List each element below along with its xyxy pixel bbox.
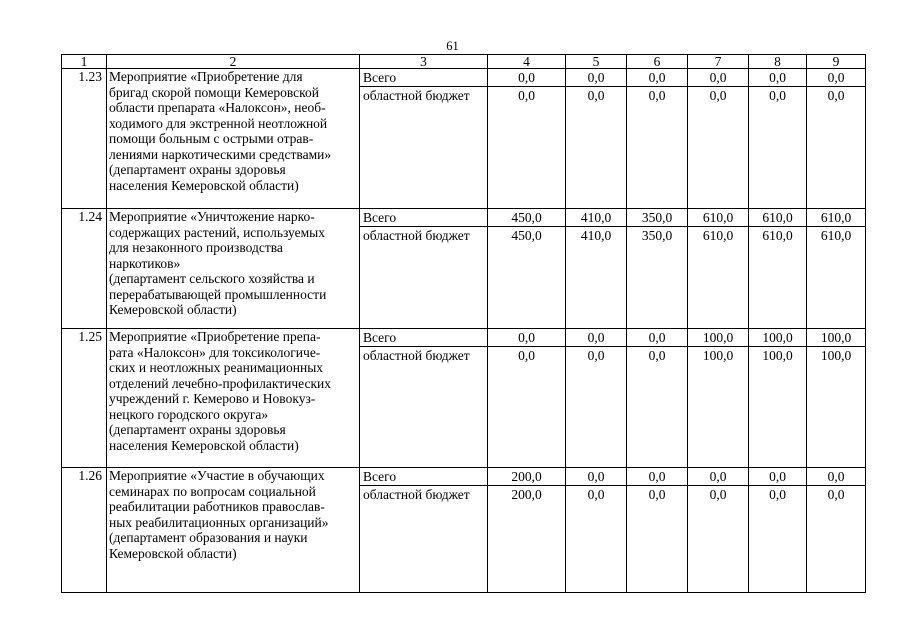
funding-source bbox=[360, 468, 488, 593]
column-header: 6 bbox=[627, 55, 688, 69]
description-line: (департамент охраны здоровья bbox=[109, 422, 286, 437]
amount-cell bbox=[488, 69, 566, 209]
description-line: Мероприятие «Уничтожение нарко- bbox=[109, 209, 315, 224]
table-row bbox=[62, 468, 866, 593]
value-regional-budget: 0,0 bbox=[769, 88, 786, 103]
description-line: Кемеровской области) bbox=[109, 545, 237, 561]
description-line: учреждений г. Кемерово и Новокуз- bbox=[109, 391, 316, 406]
description-line: ских и неотложных реанимационных bbox=[109, 360, 324, 375]
source-total: Всего bbox=[360, 209, 487, 227]
value-total: 410,0 bbox=[566, 209, 626, 227]
table-body bbox=[62, 55, 866, 593]
value-total: 0,0 bbox=[807, 69, 865, 87]
value-regional-budget: 0,0 bbox=[587, 88, 605, 103]
amount-cell bbox=[566, 209, 627, 329]
value-total: 0,0 bbox=[627, 69, 687, 87]
value-total: 0,0 bbox=[688, 468, 748, 486]
value-regional-budget: 100,0 bbox=[820, 348, 852, 363]
funding-source bbox=[360, 329, 488, 468]
value-total: 610,0 bbox=[807, 209, 865, 227]
value-regional-budget: 610,0 bbox=[820, 228, 852, 243]
value-regional-budget: 0,0 bbox=[518, 348, 535, 363]
row-number: 1.26 bbox=[62, 468, 107, 593]
value-total: 450,0 bbox=[488, 209, 565, 227]
amount-cell bbox=[566, 468, 627, 593]
value-total: 0,0 bbox=[807, 468, 865, 486]
value-total: 350,0 bbox=[627, 209, 687, 227]
row-number: 1.24 bbox=[62, 209, 107, 329]
source-regional-budget: областной бюджет bbox=[363, 487, 470, 502]
amount-cell bbox=[807, 329, 866, 468]
value-regional-budget: 610,0 bbox=[762, 228, 793, 243]
amount-cell bbox=[627, 468, 688, 593]
value-regional-budget: 450,0 bbox=[511, 228, 542, 243]
source-regional-budget: областной бюджет bbox=[363, 348, 470, 363]
value-regional-budget: 0,0 bbox=[518, 88, 535, 103]
description-line: Мероприятие «Приобретение препа- bbox=[109, 329, 321, 344]
description-line: наркотиков» bbox=[109, 255, 181, 271]
amount-cell bbox=[807, 468, 866, 593]
column-header: 2 bbox=[107, 55, 360, 69]
description-line: области препарата «Налоксон», необ- bbox=[109, 100, 326, 115]
value-total: 100,0 bbox=[688, 329, 748, 347]
measure-description bbox=[107, 329, 360, 468]
description-line: Кемеровской области) bbox=[109, 302, 237, 317]
amount-cell bbox=[807, 209, 866, 329]
source-total: Всего bbox=[360, 69, 487, 87]
value-regional-budget: 0,0 bbox=[587, 348, 605, 363]
column-header: 1 bbox=[62, 55, 107, 69]
description-line: населения Кемеровской области) bbox=[109, 177, 299, 193]
funding-source bbox=[360, 69, 488, 209]
description-line: ных реабилитационных организаций» bbox=[109, 514, 329, 530]
description-line: отделений лечебно-профилактических bbox=[109, 375, 332, 391]
amount-cell bbox=[488, 329, 566, 468]
amount-cell bbox=[688, 209, 749, 329]
amount-cell bbox=[749, 329, 807, 468]
amount-cell bbox=[566, 69, 627, 209]
description-line: населения Кемеровской области) bbox=[109, 437, 299, 453]
amount-cell bbox=[749, 209, 807, 329]
value-regional-budget: 100,0 bbox=[702, 348, 734, 363]
description-line: (департамент охраны здоровья bbox=[109, 162, 286, 177]
value-regional-budget: 0,0 bbox=[769, 487, 786, 502]
amount-cell bbox=[749, 69, 807, 209]
amount-cell bbox=[488, 209, 566, 329]
amount-cell bbox=[627, 69, 688, 209]
value-total: 200,0 bbox=[488, 468, 565, 486]
amount-cell bbox=[807, 69, 866, 209]
measure-description bbox=[107, 468, 360, 593]
measure-description bbox=[107, 69, 360, 209]
description-line: лениями наркотическими средствами» bbox=[109, 146, 332, 162]
table-row bbox=[62, 329, 866, 468]
value-total: 0,0 bbox=[488, 329, 565, 347]
amount-cell bbox=[488, 468, 566, 593]
amount-cell bbox=[688, 329, 749, 468]
measure-description bbox=[107, 209, 360, 329]
source-regional-budget: областной бюджет bbox=[363, 228, 470, 243]
description-line: нецкого городского округа» bbox=[109, 406, 269, 422]
value-regional-budget: 100,0 bbox=[762, 348, 793, 363]
value-regional-budget: 0,0 bbox=[827, 487, 845, 502]
column-header: 8 bbox=[749, 55, 807, 69]
amount-cell bbox=[688, 69, 749, 209]
description-line: Мероприятие «Участие в обучающих bbox=[109, 468, 325, 483]
source-total: Всего bbox=[360, 468, 487, 486]
description-line: реабилитации работников православ- bbox=[109, 499, 325, 514]
value-total: 0,0 bbox=[627, 468, 687, 486]
value-total: 0,0 bbox=[749, 69, 806, 87]
funding-source bbox=[360, 209, 488, 329]
column-header: 5 bbox=[566, 55, 627, 69]
value-total: 100,0 bbox=[749, 329, 806, 347]
value-regional-budget: 350,0 bbox=[641, 228, 673, 243]
value-total: 0,0 bbox=[688, 69, 748, 87]
row-number: 1.23 bbox=[62, 69, 107, 209]
description-line: для незаконного производства bbox=[109, 240, 283, 255]
description-line: семинарах по вопросам социальной bbox=[109, 483, 316, 499]
value-regional-budget: 0,0 bbox=[648, 88, 666, 103]
value-regional-budget: 0,0 bbox=[827, 88, 845, 103]
value-regional-budget: 0,0 bbox=[648, 348, 666, 363]
value-regional-budget: 0,0 bbox=[709, 487, 727, 502]
description-line: помощи больным с острыми отрав- bbox=[109, 131, 314, 146]
column-header: 9 bbox=[807, 55, 866, 69]
value-regional-budget: 0,0 bbox=[648, 487, 666, 502]
description-line: Мероприятие «Приобретение для bbox=[109, 69, 303, 84]
source-total: Всего bbox=[360, 329, 487, 347]
table-row bbox=[62, 69, 866, 209]
value-total: 0,0 bbox=[488, 69, 565, 87]
amount-cell bbox=[627, 209, 688, 329]
row-number: 1.25 bbox=[62, 329, 107, 468]
value-total: 0,0 bbox=[749, 468, 806, 486]
amount-cell bbox=[688, 468, 749, 593]
value-regional-budget: 0,0 bbox=[709, 88, 727, 103]
value-regional-budget: 0,0 bbox=[587, 487, 605, 502]
column-header: 7 bbox=[688, 55, 749, 69]
header-row bbox=[62, 55, 866, 69]
value-total: 0,0 bbox=[627, 329, 687, 347]
source-regional-budget: областной бюджет bbox=[363, 88, 470, 103]
value-total: 610,0 bbox=[688, 209, 748, 227]
description-line: рата «Налоксон» для токсикологиче- bbox=[109, 344, 321, 360]
amount-cell bbox=[627, 329, 688, 468]
value-total: 100,0 bbox=[807, 329, 865, 347]
description-line: (департамент сельского хозяйства и bbox=[109, 271, 315, 286]
amount-cell bbox=[749, 468, 807, 593]
value-regional-budget: 410,0 bbox=[580, 228, 612, 243]
measures-table bbox=[61, 54, 866, 593]
value-total: 0,0 bbox=[566, 329, 626, 347]
description-line: (департамент образования и науки bbox=[109, 530, 308, 545]
description-line: перерабатывающей промышленности bbox=[109, 286, 327, 302]
page-number: 61 bbox=[446, 39, 459, 53]
value-regional-budget: 200,0 bbox=[511, 487, 542, 502]
column-header: 3 bbox=[360, 55, 488, 69]
value-regional-budget: 610,0 bbox=[702, 228, 734, 243]
value-total: 610,0 bbox=[749, 209, 806, 227]
description-line: содержащих растений, используемых bbox=[109, 224, 325, 240]
table-row bbox=[62, 209, 866, 329]
description-line: ходимого для экстренной неотложной bbox=[109, 115, 328, 131]
value-total: 0,0 bbox=[566, 69, 626, 87]
column-header: 4 bbox=[488, 55, 566, 69]
description-line: бригад скорой помощи Кемеровской bbox=[109, 84, 319, 100]
amount-cell bbox=[566, 329, 627, 468]
value-total: 0,0 bbox=[566, 468, 626, 486]
